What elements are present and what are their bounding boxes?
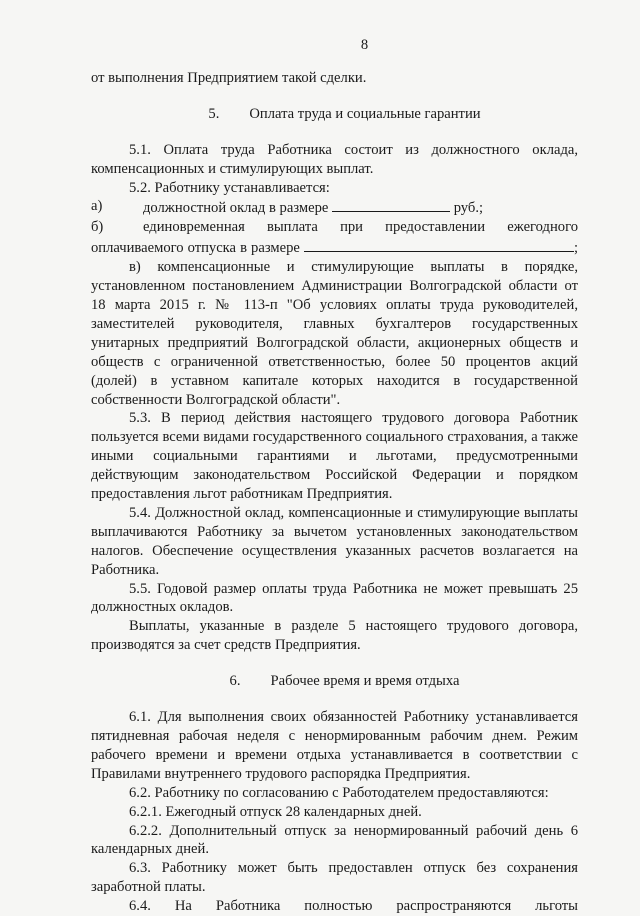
item-b	[91, 218, 578, 258]
clause-5-3: 5.3. В период действия настоящего трудового договора Работник пользуется всеми видами государственного социального страхования, а также иными социальными гарантиями и льготами, предусмотренными действующим законодательством Российской Федерации и порядком предоставления льгот работникам Предприятия.	[91, 410, 578, 503]
section-6-title: Рабочее время и время отдыха	[270, 673, 460, 690]
clause-6-3: 6.3. Работнику может быть предоставлен отпуск без сохранения заработной платы.	[91, 860, 578, 896]
section-6-number: 6.	[229, 673, 241, 690]
item-v: в) компенсационные и стимулирующие выплаты в порядке, установленном постановлением Администрации Волгоградской области от 18 марта 2015 г. № 113-п "Об условиях оплаты труда руководителей, заместителей руководителя, главных бухгалтеров государственных унитарных предприятий Волгоградской области, акционерных обществ и обществ с ограниченной ответственностью, более 50 процентов акций (долей) в уставном капитале которых находится в государственной собственности Волгоградской области".	[91, 259, 578, 408]
clause-5-2: 5.2. Работнику устанавливается:	[129, 179, 330, 196]
item-b-label: б)	[91, 219, 104, 236]
item-b-text: единовременная выплата при предоставлении ежегодного оплачиваемого отпуска в размере	[91, 219, 578, 257]
section-5-heading	[91, 105, 578, 124]
clause-6-1: 6.1. Для выполнения своих обязанностей Работнику устанавливается пятидневная рабочая неделя с ненормированным рабочим днем. Режим рабочего времени и времени отдыха устанавливается в соответствии с Правилами внутреннего трудового распорядка Предприятия.	[91, 709, 578, 782]
clause-5-1: 5.1. Оплата труда Работника состоит из должностного оклада, компенсационных и стимулирующих выплат.	[91, 141, 578, 177]
item-a-text: должностной оклад в размере	[143, 200, 329, 217]
clause-5-5: 5.5. Годовой размер оплаты труда Работника не может превышать 25 должностных окладов.	[91, 580, 578, 616]
section-5-title: Оплата труда и социальные гарантии	[249, 105, 481, 122]
clause-6-2: 6.2. Работнику по согласованию с Работодателем предоставляются:	[129, 784, 549, 801]
section-5-number: 5.	[208, 105, 220, 122]
item-a-label: а)	[91, 198, 103, 215]
clause-6-2-1: 6.2.1. Ежегодный отпуск 28 календарных дней.	[129, 803, 422, 820]
intro-line: от выполнения Предприятием такой сделки.	[91, 69, 367, 86]
page-number: 8	[360, 37, 369, 53]
clause-6-2-2: 6.2.2. Дополнительный отпуск за ненормированный рабочий день 6 календарных дней.	[91, 822, 578, 858]
clause-6-4: 6.4. На Работника полностью распространяются льготы	[129, 898, 578, 915]
clause-5-4: 5.4. Должностной оклад, компенсационные и стимулирующие выплаты выплачиваются Работнику за вычетом установленных законодательством налогов. Обеспечение осуществления указанных расчетов возлагается на Работника.	[91, 504, 578, 578]
payment-blank-line	[304, 237, 574, 252]
salary-blank-line	[332, 197, 450, 212]
item-b-suffix: ;	[573, 240, 578, 257]
item-a	[91, 197, 578, 218]
item-a-suffix: руб.;	[453, 200, 484, 217]
section-6-heading	[91, 672, 578, 691]
clause-5-6: Выплаты, указанные в разделе 5 настоящего трудового договора, производятся за счет средств Предприятия.	[91, 618, 578, 654]
